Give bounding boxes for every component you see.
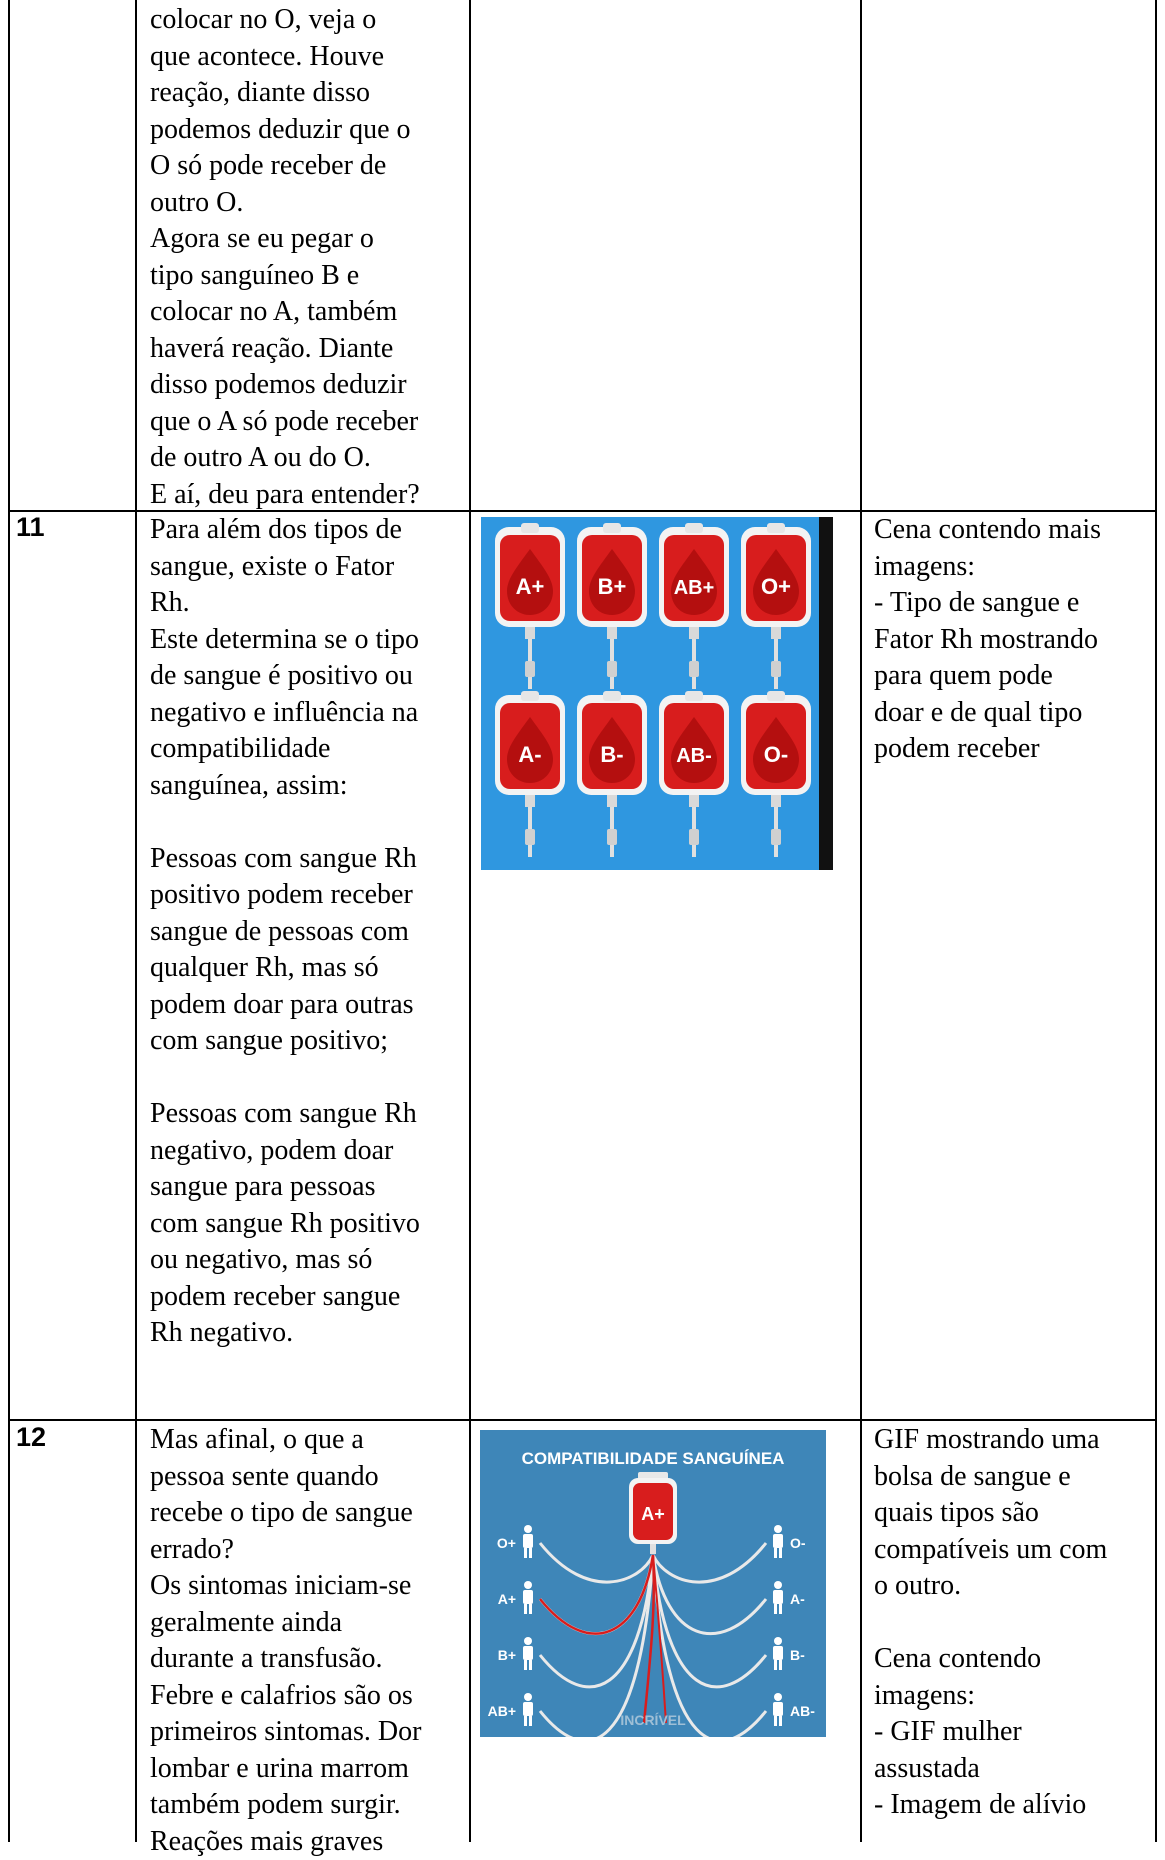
compat-watermark: INCRÍVEL bbox=[620, 1712, 686, 1728]
blood-bags-illustration bbox=[481, 517, 833, 870]
table-divider-col3 bbox=[860, 0, 862, 1842]
center-bag-label: A+ bbox=[641, 1504, 665, 1524]
row-12-description: GIF mostrando uma bolsa de sangue e quais tipos são compatíveis um com o outro. Cena contendo imagens: - GIF mulher assustada - Imagem de alívio bbox=[874, 1424, 1108, 1820]
row-11-text: Para além dos tipos de sangue, existe o Fator Rh. Este determina se o tipo de sangue é positivo ou negativo e influência na compatibilidade sanguínea, assim: Pessoas com sangue Rh positivo podem receber sangue de pessoas com qualquer Rh, mas só podem doar para outras com sangue positivo; Pessoas com sangue Rh negativo, podem doar sangue para pessoas com sangue Rh positivo ou negativo, mas só podem receber sangue Rh negativo. bbox=[150, 514, 420, 1348]
row-continued-text: colocar no O, veja o que acontece. Houve reação, diante disso podemos deduzir que o O só pode receber de outro O. Agora se eu pegar o tipo sanguíneo B e colocar no A, também haverá reação. Diante disso podemos deduzir que o A só pode receber de outro A ou do O. E aí, deu para entender? bbox=[150, 4, 420, 510]
blood-bags-image bbox=[481, 517, 833, 870]
compat-left-label: A+ bbox=[497, 1591, 516, 1607]
compat-right-label: A- bbox=[790, 1591, 805, 1607]
blood-bag-label: O+ bbox=[761, 574, 791, 599]
blood-bag-label: A+ bbox=[515, 574, 545, 599]
blood-bag-label: AB+ bbox=[673, 577, 715, 599]
compat-left-label: B+ bbox=[497, 1647, 516, 1663]
blood-bag-label: A- bbox=[518, 742, 542, 767]
table-border-right bbox=[1155, 0, 1157, 1842]
blood-bag-label: O- bbox=[763, 742, 789, 767]
compat-left-label: AB+ bbox=[487, 1703, 516, 1719]
compat-right-label: B- bbox=[790, 1647, 805, 1663]
row-number-12: 12 bbox=[16, 1422, 47, 1452]
compat-right-label: O- bbox=[790, 1535, 806, 1551]
row-11-description: Cena contendo mais imagens: - Tipo de sangue e Fator Rh mostrando para quem pode doar e de qual tipo podem receber bbox=[874, 514, 1102, 764]
row-12-text: Mas afinal, o que a pessoa sente quando recebe o tipo de sangue errado? Os sintomas iniciam-se geralmente ainda durante a transfusão. Febre e calafrios são os primeiros sintomas. Dor lombar e urina marrom também podem surgir. Reações mais graves bbox=[150, 1424, 422, 1857]
blood-bag-label: AB- bbox=[676, 745, 712, 767]
compat-title: COMPATIBILIDADE SANGUÍNEA bbox=[521, 1449, 785, 1468]
compatibility-image bbox=[480, 1430, 826, 1737]
compatibility-illustration bbox=[480, 1430, 826, 1737]
table-border-left bbox=[8, 0, 10, 1842]
table-divider-col1 bbox=[135, 0, 137, 1842]
center-blood-bag bbox=[629, 1472, 677, 1554]
compat-right-label: AB- bbox=[790, 1703, 815, 1719]
table-divider-col2 bbox=[469, 0, 471, 1842]
row-number-11: 11 bbox=[16, 512, 45, 542]
compat-left-label: O+ bbox=[496, 1535, 516, 1551]
bags-dark-edge bbox=[819, 517, 833, 870]
blood-bag-label: B+ bbox=[597, 574, 627, 599]
blood-bag-label: B- bbox=[600, 742, 624, 767]
row-separator-12 bbox=[8, 1419, 1157, 1421]
